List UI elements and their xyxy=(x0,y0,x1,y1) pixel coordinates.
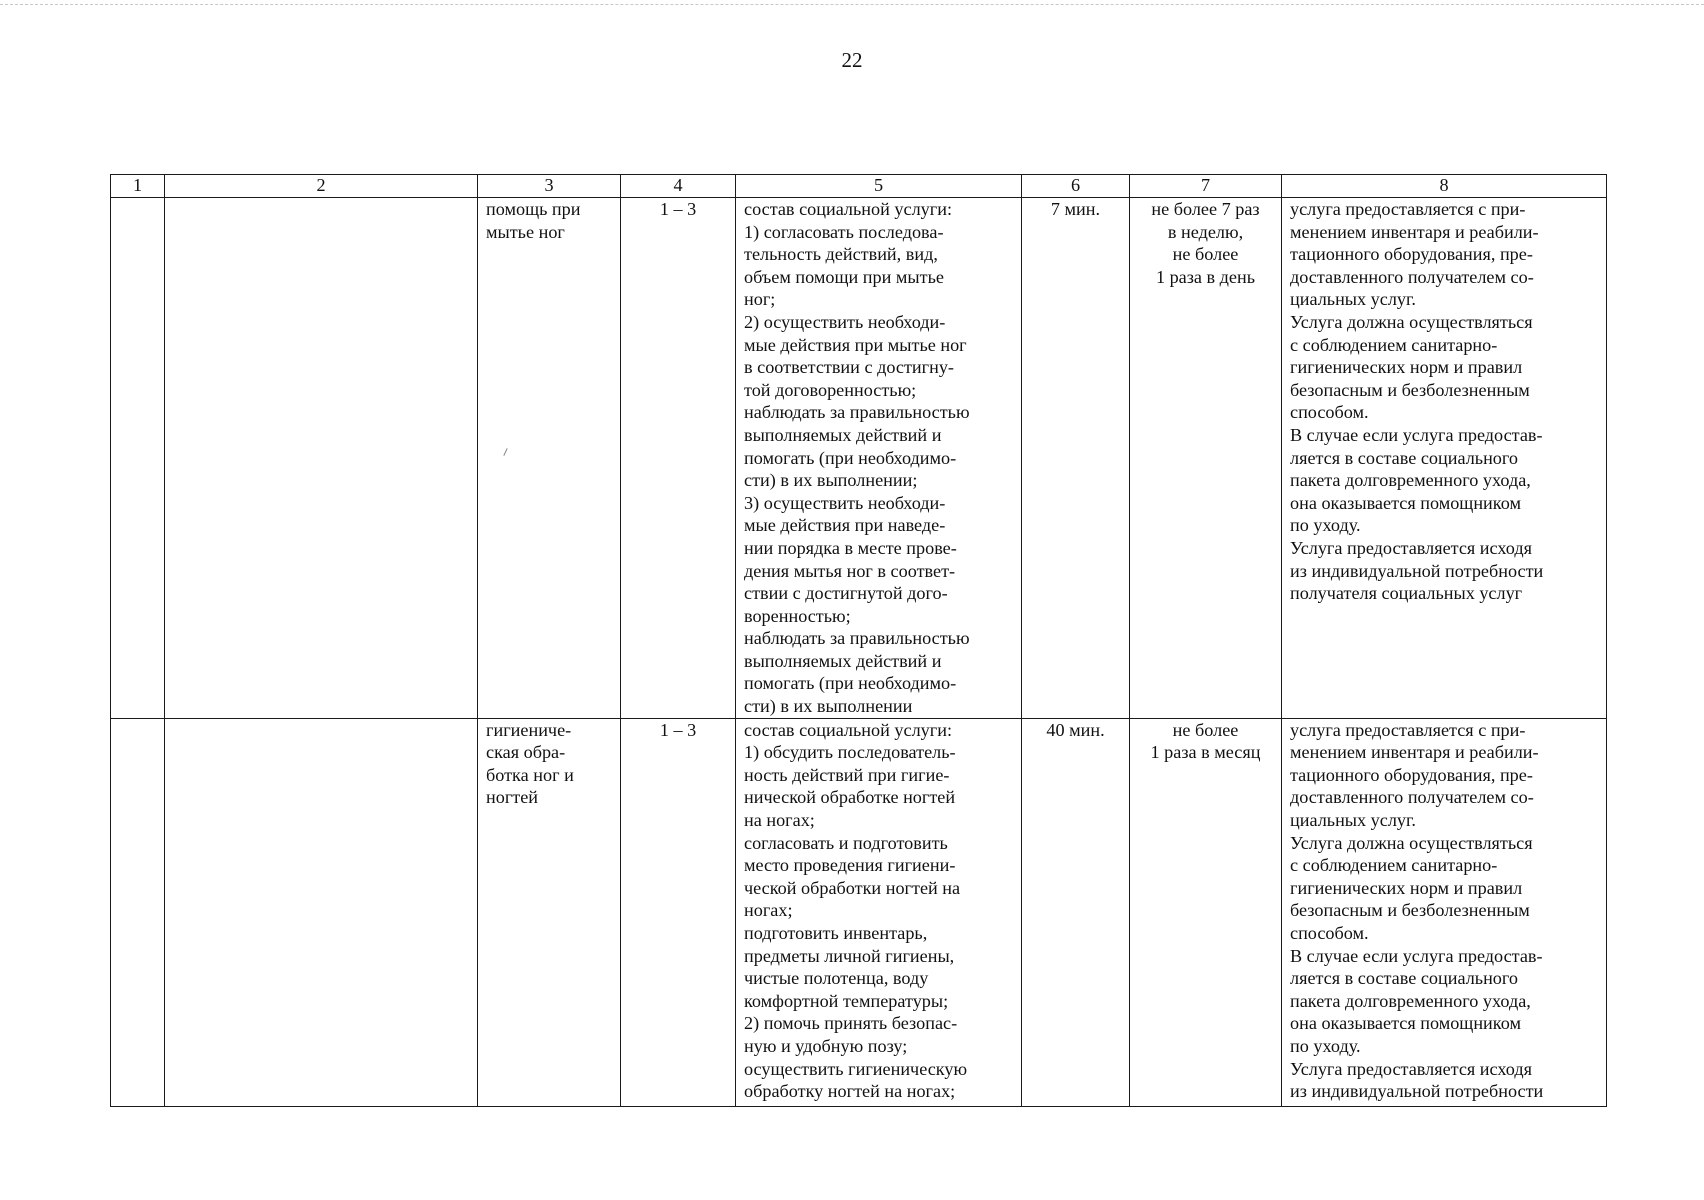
text-line: место проведения гигиени- xyxy=(744,855,956,876)
service-content-lines xyxy=(744,719,1013,1103)
text-line: тационного оборудования, пре- xyxy=(1290,764,1533,785)
text-line: выполняемых действий и xyxy=(744,650,942,671)
conditions-lines xyxy=(1290,719,1598,1103)
text-line: 1 раза в день xyxy=(1155,266,1256,287)
services-table xyxy=(110,174,1607,1107)
text-line: объем помощи при мытье xyxy=(744,266,944,287)
text-line: 1 раза в месяц xyxy=(1150,742,1261,763)
text-line: в неделю, xyxy=(1167,221,1244,242)
text-line: способом. xyxy=(1290,402,1369,423)
text-line: сти) в их выполнении xyxy=(744,696,913,717)
text-line: состав социальной услуги: xyxy=(744,199,952,219)
text-line: сти) в их выполнении; xyxy=(744,470,918,491)
row-number-cell xyxy=(111,198,165,719)
text-line: ляется в составе социального xyxy=(1290,968,1519,989)
text-line: из индивидуальной потребности xyxy=(1290,560,1544,581)
header-cell-1: 1 xyxy=(111,175,165,198)
text-line: она оказывается помощником xyxy=(1290,492,1521,513)
frequency-cell xyxy=(1130,198,1282,719)
text-line: по уходу. xyxy=(1290,1035,1361,1056)
text-line: 1) обсудить последователь- xyxy=(744,742,956,763)
text-line: ческой обработки ногтей на xyxy=(744,877,961,898)
text-line: менением инвентаря и реабили- xyxy=(1290,742,1539,763)
text-line: тельность действий, вид, xyxy=(744,244,938,265)
text-line: мые действия при наведе- xyxy=(744,515,946,536)
text-line: она оказывается помощником xyxy=(1290,1013,1521,1034)
header-cell-2: 2 xyxy=(165,175,478,198)
conditions-cell xyxy=(1282,718,1607,1106)
text-line: нической обработке ногтей xyxy=(744,787,956,808)
text-line: ногах; xyxy=(744,900,793,921)
text-line: воренностью; xyxy=(744,605,851,626)
service-name-cell xyxy=(478,198,621,719)
table-row xyxy=(111,198,1607,719)
time-cell: 7 мин. xyxy=(1022,198,1130,719)
scan-edge-line xyxy=(0,4,1704,5)
text-line: в соответствии с достигну- xyxy=(744,357,954,378)
service-content-lines xyxy=(744,198,1013,718)
text-line: нии порядка в месте прове- xyxy=(744,537,957,558)
text-line: подготовить инвентарь, xyxy=(744,923,928,943)
text-line: не более xyxy=(1172,719,1239,740)
text-line: Услуга должна осуществляться xyxy=(1290,832,1533,853)
text-line: безопасным и безболезненным xyxy=(1290,379,1530,400)
groups-cell: 1 – 3 xyxy=(621,718,736,1106)
text-line: гигиениче- xyxy=(486,719,572,740)
text-line: услуга предоставляется с при- xyxy=(1290,199,1526,219)
text-line: гигиенических норм и правил xyxy=(1290,877,1523,898)
text-line: услуга предоставляется с при- xyxy=(1290,719,1526,740)
text-line: ботка ног и xyxy=(486,764,574,785)
text-line: мые действия при мытье ног xyxy=(744,334,967,355)
text-line: Услуга должна осуществляться xyxy=(1290,311,1533,332)
frequency-lines xyxy=(1138,198,1273,288)
time-cell: 40 мин. xyxy=(1022,718,1130,1106)
text-line: доставленного получателем со- xyxy=(1290,266,1534,287)
text-line: на ногах; xyxy=(744,810,815,831)
category-cell xyxy=(165,198,478,719)
text-line: из индивидуальной потребности xyxy=(1290,1081,1544,1102)
frequency-cell xyxy=(1130,718,1282,1106)
text-line: ногтей xyxy=(486,787,539,808)
text-line: комфортной температуры; xyxy=(744,990,949,1011)
header-cell-6: 6 xyxy=(1022,175,1130,198)
text-line: циальных услуг. xyxy=(1290,810,1416,831)
text-line: согласовать и подготовить xyxy=(744,832,948,853)
text-line: ность действий при гигие- xyxy=(744,764,950,785)
row-number-cell xyxy=(111,718,165,1106)
text-line: наблюдать за правильностью xyxy=(744,402,970,423)
text-line: циальных услуг. xyxy=(1290,289,1416,310)
text-line: наблюдать за правильностью xyxy=(744,628,970,649)
text-line: пакета долговременного ухода, xyxy=(1290,470,1531,491)
text-line: получателя социальных услуг xyxy=(1290,583,1523,604)
text-line: 2) осуществить необходи- xyxy=(744,311,946,332)
text-line: тационного оборудования, пре- xyxy=(1290,244,1533,265)
text-line: менением инвентаря и реабили- xyxy=(1290,221,1539,242)
conditions-cell xyxy=(1282,198,1607,719)
text-line: осуществить гигиеническую xyxy=(744,1058,968,1079)
header-cell-5: 5 xyxy=(736,175,1022,198)
header-cell-7: 7 xyxy=(1130,175,1282,198)
text-line: способом. xyxy=(1290,923,1369,943)
text-line: состав социальной услуги: xyxy=(744,719,952,740)
text-line: выполняемых действий и xyxy=(744,424,942,445)
text-line: В случае если услуга предостав- xyxy=(1290,424,1543,445)
text-line: 1) согласовать последова- xyxy=(744,221,944,242)
conditions-lines xyxy=(1290,198,1598,605)
text-line: обработку ногтей на ногах; xyxy=(744,1081,956,1102)
text-line: не более xyxy=(1172,244,1239,265)
text-line: помогать (при необходимо- xyxy=(744,673,957,694)
groups-cell: 1 – 3 xyxy=(621,198,736,719)
service-name-cell xyxy=(478,718,621,1106)
page-number: 22 xyxy=(841,48,863,72)
header-cell-3: 3 xyxy=(478,175,621,198)
header-cell-8: 8 xyxy=(1282,175,1607,198)
text-line: по уходу. xyxy=(1290,515,1361,536)
text-line: дения мытья ног в соответ- xyxy=(744,560,956,581)
text-line: пакета долговременного ухода, xyxy=(1290,990,1531,1011)
text-line: ную и удобную позу; xyxy=(744,1035,908,1056)
header-row xyxy=(111,175,1607,198)
text-line: с соблюдением санитарно- xyxy=(1290,855,1498,876)
text-line: чистые полотенца, воду xyxy=(744,968,929,989)
table-row xyxy=(111,718,1607,1106)
service-content-cell xyxy=(736,718,1022,1106)
text-line: ствии с достигнутой дого- xyxy=(744,583,948,604)
text-line: Услуга предоставляется исходя xyxy=(1290,537,1532,558)
text-line: не более 7 раз xyxy=(1151,199,1260,219)
text-line: ляется в составе социального xyxy=(1290,447,1519,468)
text-line: безопасным и безболезненным xyxy=(1290,900,1530,921)
text-line: гигиенических норм и правил xyxy=(1290,357,1523,378)
text-line: с соблюдением санитарно- xyxy=(1290,334,1498,355)
text-line: В случае если услуга предостав- xyxy=(1290,945,1543,966)
text-line: 2) помочь принять безопас- xyxy=(744,1013,958,1034)
text-line: помогать (при необходимо- xyxy=(744,447,957,468)
service-name-lines xyxy=(486,719,612,809)
text-line: Услуга предоставляется исходя xyxy=(1290,1058,1532,1079)
text-line: доставленного получателем со- xyxy=(1290,787,1534,808)
frequency-lines xyxy=(1138,719,1273,764)
service-content-cell xyxy=(736,198,1022,719)
text-line: ская обра- xyxy=(486,742,566,763)
text-line: 3) осуществить необходи- xyxy=(744,492,946,513)
header-cell-4: 4 xyxy=(621,175,736,198)
service-name: помощь при мытье ног xyxy=(486,199,581,242)
text-line: предметы личной гигиены, xyxy=(744,945,955,966)
text-line: той договоренностью; xyxy=(744,379,917,400)
category-cell xyxy=(165,718,478,1106)
text-line: ног; xyxy=(744,289,776,310)
